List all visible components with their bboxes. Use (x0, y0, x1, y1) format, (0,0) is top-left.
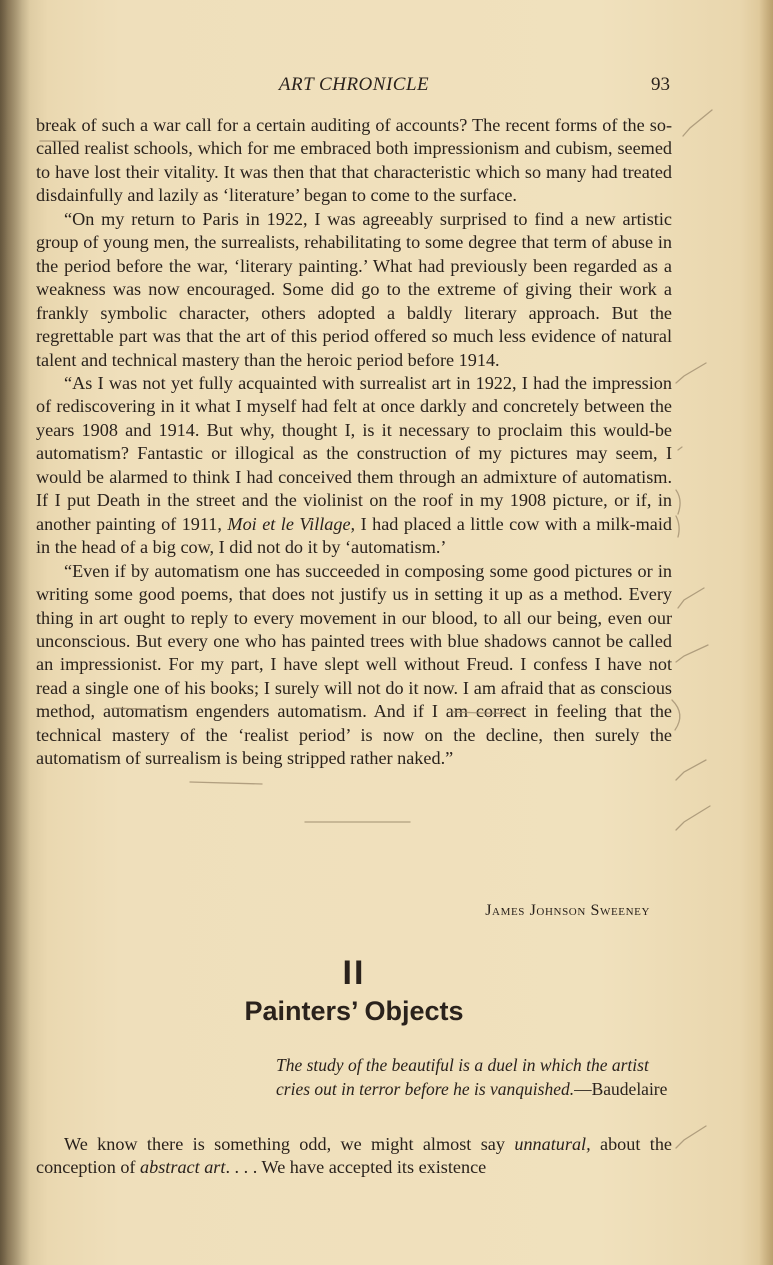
margin-tick-mark (683, 110, 712, 136)
gutter-shadow (0, 0, 30, 1265)
closing-text-2: about the conception of (36, 1134, 672, 1178)
margin-tick-mark (676, 645, 708, 662)
closing-italic-1: unnatural, (514, 1134, 591, 1154)
paragraph-2: “On my return to Paris in 1922, I was agreeably surprised to find a new artistic group of young men, the surrealists, rehabilitating to some degree that term of abuse in the period before the war, ‘literary painting.’ What had previously been regarded as a weakness was now encouraged. Some did go to the extreme of giving their work a frankly symbolic character, others adopted a baldly literary approach. But the regrettable part was that the art of this period offered so much less evidence of natural talent and technical mastery than the heroic period before 1914. (36, 208, 672, 370)
running-head: ART CHRONICLE (278, 74, 430, 95)
section-number: II (342, 954, 366, 992)
underline-mark (190, 782, 262, 784)
article-body (36, 114, 672, 771)
margin-bracket-mark (676, 516, 679, 537)
paragraph-4: “Even if by automatism one has succeeded in composing some good pictures or in writing some good poems, that does not justify us in setting it up as a method. Every thing in art ought to reply to every movement in our blood, to all our being, even our unconscious. But every one who has painted trees with blue shadows cannot be called an impressionist. For my part, I have slept well without Freud. I confess I have not read a single one of his books; I surely will not do it now. I am afraid that as conscious method, automatism engenders automatism. And if I am correct in feeling that the technical mastery of the ‘realist period’ is now on the decline, then surely the automatism of surrealism is being stripped rather naked.” (36, 560, 672, 769)
epigraph-quote: The study of the beautiful is a duel in which the artist cries out in terror before he is vanquished. (276, 1055, 649, 1099)
closing-paragraph (36, 1133, 672, 1180)
painting-title: Moi et le Village, (227, 513, 356, 534)
paragraph-3 (36, 372, 672, 560)
paragraph-3-text-after: I had placed a little cow with a milk-maid in the head of a big cow, I did not do it by ‘automatism.’ (36, 513, 672, 558)
margin-bracket-mark (672, 700, 680, 730)
page-header (36, 74, 672, 102)
paragraph-1: break of such a war call for a certain auditing of accounts? The recent forms of the so-called realist schools, which for me embraced both impressionism and cubism, seemed to have lost their vitality. It was then that that characteristic which so many had treated disdainfully and lazily as ‘literature’ began to come to the surface. (36, 115, 672, 206)
epigraph-attribution: —Baudelaire (574, 1078, 668, 1099)
author-signature: James Johnson Sweeney (485, 902, 650, 919)
section-title: Painters’ Objects (244, 996, 464, 1026)
page-edge-shadow (759, 0, 773, 1265)
margin-tick-mark (676, 760, 706, 780)
closing-text-3: . . . . We have accepted its existence (225, 1157, 487, 1178)
margin-tick-mark (676, 363, 706, 383)
margin-tick-mark (678, 588, 704, 608)
margin-bracket-mark (676, 490, 680, 514)
margin-tick-mark (676, 1126, 706, 1148)
paragraph-3-text-before: “As I was not yet fully acquainted with surrealist art in 1922, I had the impression of rediscovering in it what I myself had felt at once darkly and concretely between the years 1908 and 1914. But why, thought I, is it necessary to proclaim this would-be automatism? Fantastic or illogical as the construction of my pictures may seem, I would be alarmed to think I had conceived them through an admixture of automatism. If I put Death in the street and the violinist on the roof in my 1908 picture, or if, in another painting of 1911, (36, 372, 672, 534)
epigraph (276, 1054, 676, 1101)
closing-text-1: We know there is something odd, we might almost say (64, 1134, 515, 1154)
margin-tick-mark (676, 806, 710, 830)
margin-tick-mark (678, 447, 682, 450)
closing-italic-2: abstract art (140, 1157, 226, 1178)
page-number: 93 (651, 74, 670, 95)
